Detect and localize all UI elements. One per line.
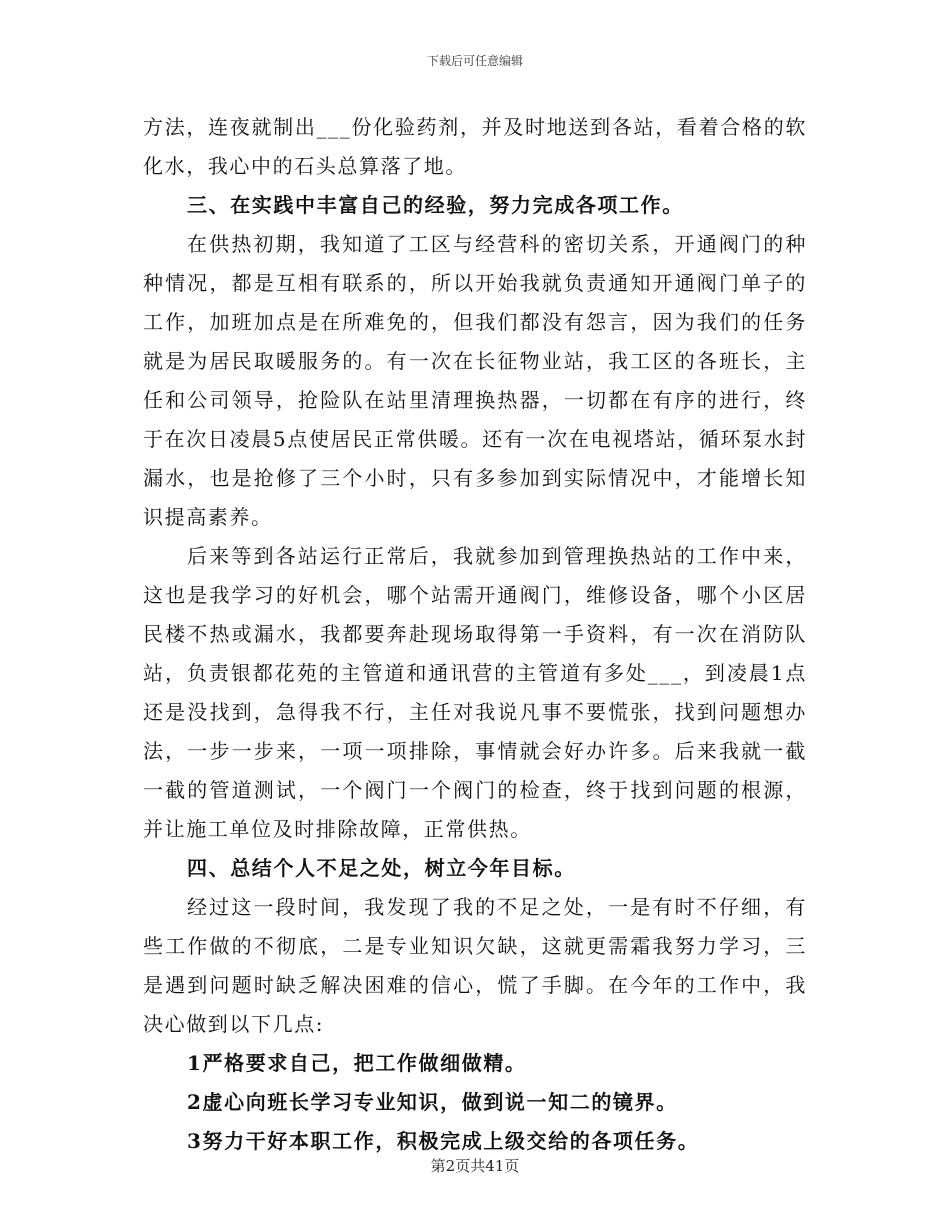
goal-item-3: 3努力干好本职工作，积极完成上级交给的各项任务。 <box>187 1129 700 1153</box>
page-header: 下载后可任意编辑 <box>426 54 523 68</box>
paragraph-station-management: 后来等到各站运行正常后，我就参加到管理换热站的工作中来，这也是我学习的好机会，哪个站需开通阀门，维修设备，哪个小区居民楼不热或漏水，我都要奔赴现场取得第一手资料，有一次在消防队站，负责银都花苑的主管道和通讯营的主管道有多处___，到凌晨1点还是没找到，急得我不行，主任对我说凡事不要慌张，找到问题想办法，一步一步来，一项一项排除，事情就会好办许多。后来我就一截一截的管道测试，一个阀门一个阀门的检查，终于找到问题的根源，并让施工单位及时排除故障，正常供热。 <box>143 544 807 841</box>
goal-item-1: 1严格要求自己，把工作做细做精。 <box>187 1051 527 1075</box>
section-heading-3: 三、在实践中丰富自己的经验，努力完成各项工作。 <box>187 193 684 217</box>
goal-item-2: 2虚心向班长学习专业知识，做到说一知二的镜界。 <box>187 1090 678 1114</box>
paragraph-shortcomings: 经过这一段时间，我发现了我的不足之处，一是有时不仔细，有些工作做的不彻底，二是专业知识欠缺，这就更需霜我努力学习，三是遇到问题时缺乏解决困难的信心，慌了手脚。在今年的工作中，我决心做到以下几点: <box>143 895 807 1036</box>
section-heading-4: 四、总结个人不足之处，树立今年目标。 <box>187 856 576 880</box>
paragraph-continuation: 方法，连夜就制出___份化验药剂，并及时地送到各站，看着合格的软化水，我心中的石头总算落了地。 <box>143 115 807 178</box>
document-body <box>143 108 807 1161</box>
page-footer: 第2页共41页 <box>430 1157 520 1175</box>
paragraph-heating-start: 在供热初期，我知道了工区与经营科的密切关系，开通阀门的种种情况，都是互相有联系的，所以开始我就负责通知开通阀门单子的工作，加班加点是在所难免的，但我们都没有怨言，因为我们的任务就是为居民取暖服务的。有一次在长征物业站，我工区的各班长，主任和公司领导，抢险队在站里清理换热器，一切都在有序的进行，终于在次日凌晨5点使居民正常供暖。还有一次在电视塔站，循环泵水封漏水，也是抢修了三个小时，只有多参加到实际情况中，才能增长知识提高素养。 <box>143 232 807 529</box>
